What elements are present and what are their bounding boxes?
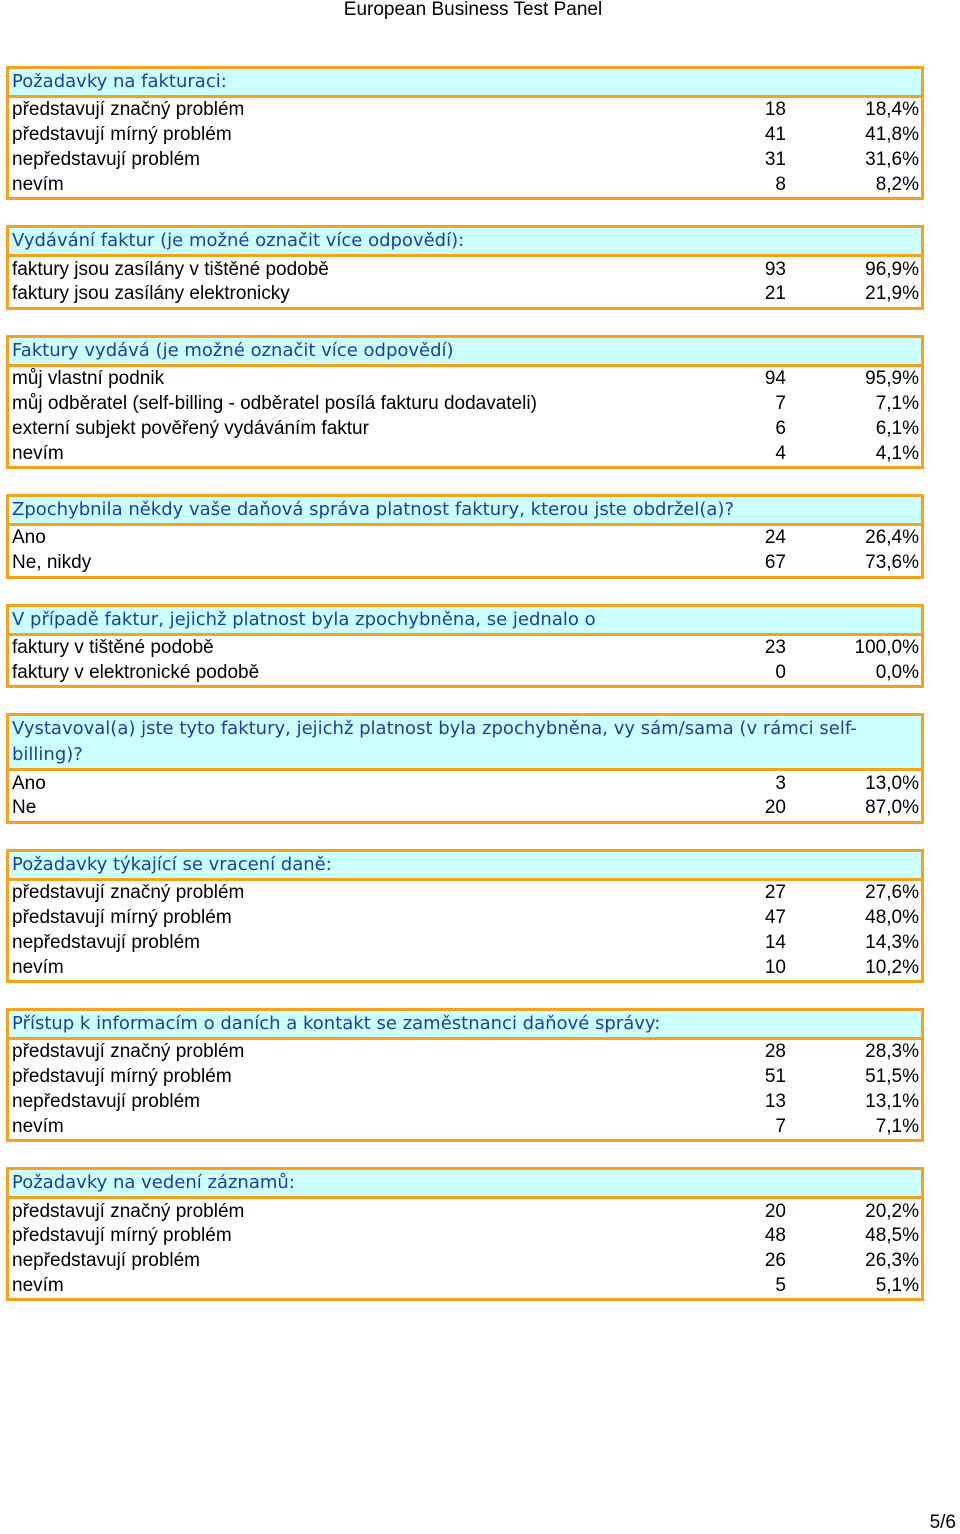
table-row [9,906,921,931]
row-percent: 26,3% [865,1250,919,1272]
section-title: V případě faktur, jejichž platnost byla zpochybněna, se jednalo o [9,607,921,636]
row-label: představují značný problém [12,1200,245,1222]
survey-section [6,604,924,689]
table-row [9,660,921,685]
row-label: nevím [12,1115,64,1137]
row-label: představují značný problém [12,1041,245,1063]
table-row [9,172,921,197]
row-label: můj odběratel (self-billing - odběratel posílá fakturu dodavateli) [12,392,537,414]
row-count: 20 [764,797,786,819]
row-count: 26 [764,1250,786,1272]
row-label: faktury jsou zasílány v tištěné podobě [12,258,329,280]
row-label: nevím [12,1274,64,1296]
row-label: představují mírný problém [12,1225,232,1247]
section-title: Vydávání faktur (je možné označit více odpovědí): [9,228,921,257]
table-row [9,367,921,392]
row-percent: 20,2% [865,1200,919,1222]
row-percent: 21,9% [865,283,919,305]
row-label: externí subjekt pověřený vydáváním faktur [12,417,369,439]
table-row [9,551,921,576]
row-percent: 41,8% [865,124,919,146]
row-count: 6 [775,417,786,439]
row-label: faktury jsou zasílány elektronicky [12,283,290,305]
table-row [9,1090,921,1115]
row-count: 27 [764,882,786,904]
row-percent: 5,1% [875,1274,919,1296]
section-title: Vystavoval(a) jste tyto faktury, jejichž platnost byla zpochybněna, vy sám/sama (v rámci self-billing)? [9,716,921,771]
row-label: představují mírný problém [12,124,232,146]
row-count: 41 [764,124,786,146]
row-percent: 48,5% [865,1225,919,1247]
row-count: 13 [764,1090,786,1112]
row-count: 31 [764,148,786,170]
row-count: 14 [764,931,786,953]
row-label: Ano [12,772,46,794]
row-label: Ne [12,797,37,819]
row-percent: 95,9% [865,368,919,390]
row-count: 93 [764,258,786,280]
row-label: nepředstavují problém [12,148,200,170]
row-label: nevím [12,173,64,195]
row-label: můj vlastní podnik [12,368,165,390]
row-percent: 28,3% [865,1041,919,1063]
row-count: 24 [764,527,786,549]
table-row [9,1249,921,1274]
row-count: 28 [764,1041,786,1063]
table-row [9,1274,921,1299]
row-label: nevím [12,956,64,978]
row-percent: 13,1% [865,1090,919,1112]
row-count: 7 [775,392,786,414]
table-row [9,955,921,980]
row-count: 67 [764,552,786,574]
survey-section [6,849,924,983]
row-count: 20 [764,1200,786,1222]
section-title: Zpochybnila někdy vaše daňová správa platnost faktury, kterou jste obdržel(a)? [9,497,921,526]
table-row [9,282,921,307]
row-percent: 100,0% [854,636,919,658]
row-percent: 7,1% [875,1115,919,1137]
row-percent: 10,2% [865,956,919,978]
table-row [9,881,921,906]
row-percent: 87,0% [865,797,919,819]
page-number: 5/6 [929,1512,956,1533]
section-title: Požadavky týkající se vracení daně: [9,852,921,881]
row-count: 47 [764,906,786,928]
row-count: 10 [764,956,786,978]
table-row [9,636,921,661]
row-label: faktury v tištěné podobě [12,636,214,658]
row-percent: 0,0% [875,661,919,683]
section-title: Přístup k informacím o daních a kontakt se zaměstnanci daňové správy: [9,1011,921,1040]
row-label: Ano [12,527,46,549]
table-row [9,416,921,441]
survey-section [6,225,924,310]
table-row [9,257,921,282]
table-row [9,98,921,123]
row-count: 0 [775,661,786,683]
table-row [9,123,921,148]
row-percent: 27,6% [865,882,919,904]
row-label: faktury v elektronické podobě [12,661,260,683]
row-percent: 6,1% [875,417,919,439]
row-count: 5 [775,1274,786,1296]
table-row [9,392,921,417]
row-label: nevím [12,442,64,464]
table-row [9,771,921,796]
row-percent: 73,6% [865,552,919,574]
row-percent: 4,1% [875,442,919,464]
row-percent: 18,4% [865,99,919,121]
row-percent: 31,6% [865,148,919,170]
section-title: Požadavky na vedení záznamů: [9,1170,921,1199]
row-count: 3 [775,772,786,794]
row-label: představují mírný problém [12,1066,232,1088]
row-count: 94 [764,368,786,390]
table-row [9,148,921,173]
row-percent: 96,9% [865,258,919,280]
row-count: 8 [775,173,786,195]
row-percent: 48,0% [865,906,919,928]
survey-section [6,1167,924,1301]
row-label: Ne, nikdy [12,552,92,574]
table-row [9,796,921,821]
row-label: nepředstavují problém [12,1090,200,1112]
section-title: Faktury vydává (je možné označit více odpovědí) [9,338,921,367]
survey-section [6,335,924,469]
survey-section [6,713,924,824]
survey-section [6,494,924,579]
row-percent: 51,5% [865,1066,919,1088]
survey-section [6,1008,924,1142]
row-count: 48 [764,1225,786,1247]
row-count: 23 [764,636,786,658]
row-label: nepředstavují problém [12,931,200,953]
row-count: 7 [775,1115,786,1137]
table-row [9,441,921,466]
row-percent: 8,2% [875,173,919,195]
row-label: představují značný problém [12,99,245,121]
row-count: 4 [775,442,786,464]
row-percent: 7,1% [875,392,919,414]
row-label: nepředstavují problém [12,1250,200,1272]
row-percent: 13,0% [865,772,919,794]
table-row [9,1065,921,1090]
row-count: 18 [764,99,786,121]
table-row [9,1224,921,1249]
row-count: 21 [764,283,786,305]
row-count: 51 [764,1066,786,1088]
page-header: European Business Test Panel [343,0,603,20]
survey-section [6,66,924,200]
table-row [9,1199,921,1224]
table-row [9,1040,921,1065]
row-label: představují mírný problém [12,906,232,928]
row-percent: 26,4% [865,527,919,549]
row-percent: 14,3% [865,931,919,953]
table-row [9,526,921,551]
table-row [9,930,921,955]
row-label: představují značný problém [12,882,245,904]
section-title: Požadavky na fakturaci: [9,69,921,98]
table-row [9,1114,921,1139]
survey-sections [6,66,924,1326]
